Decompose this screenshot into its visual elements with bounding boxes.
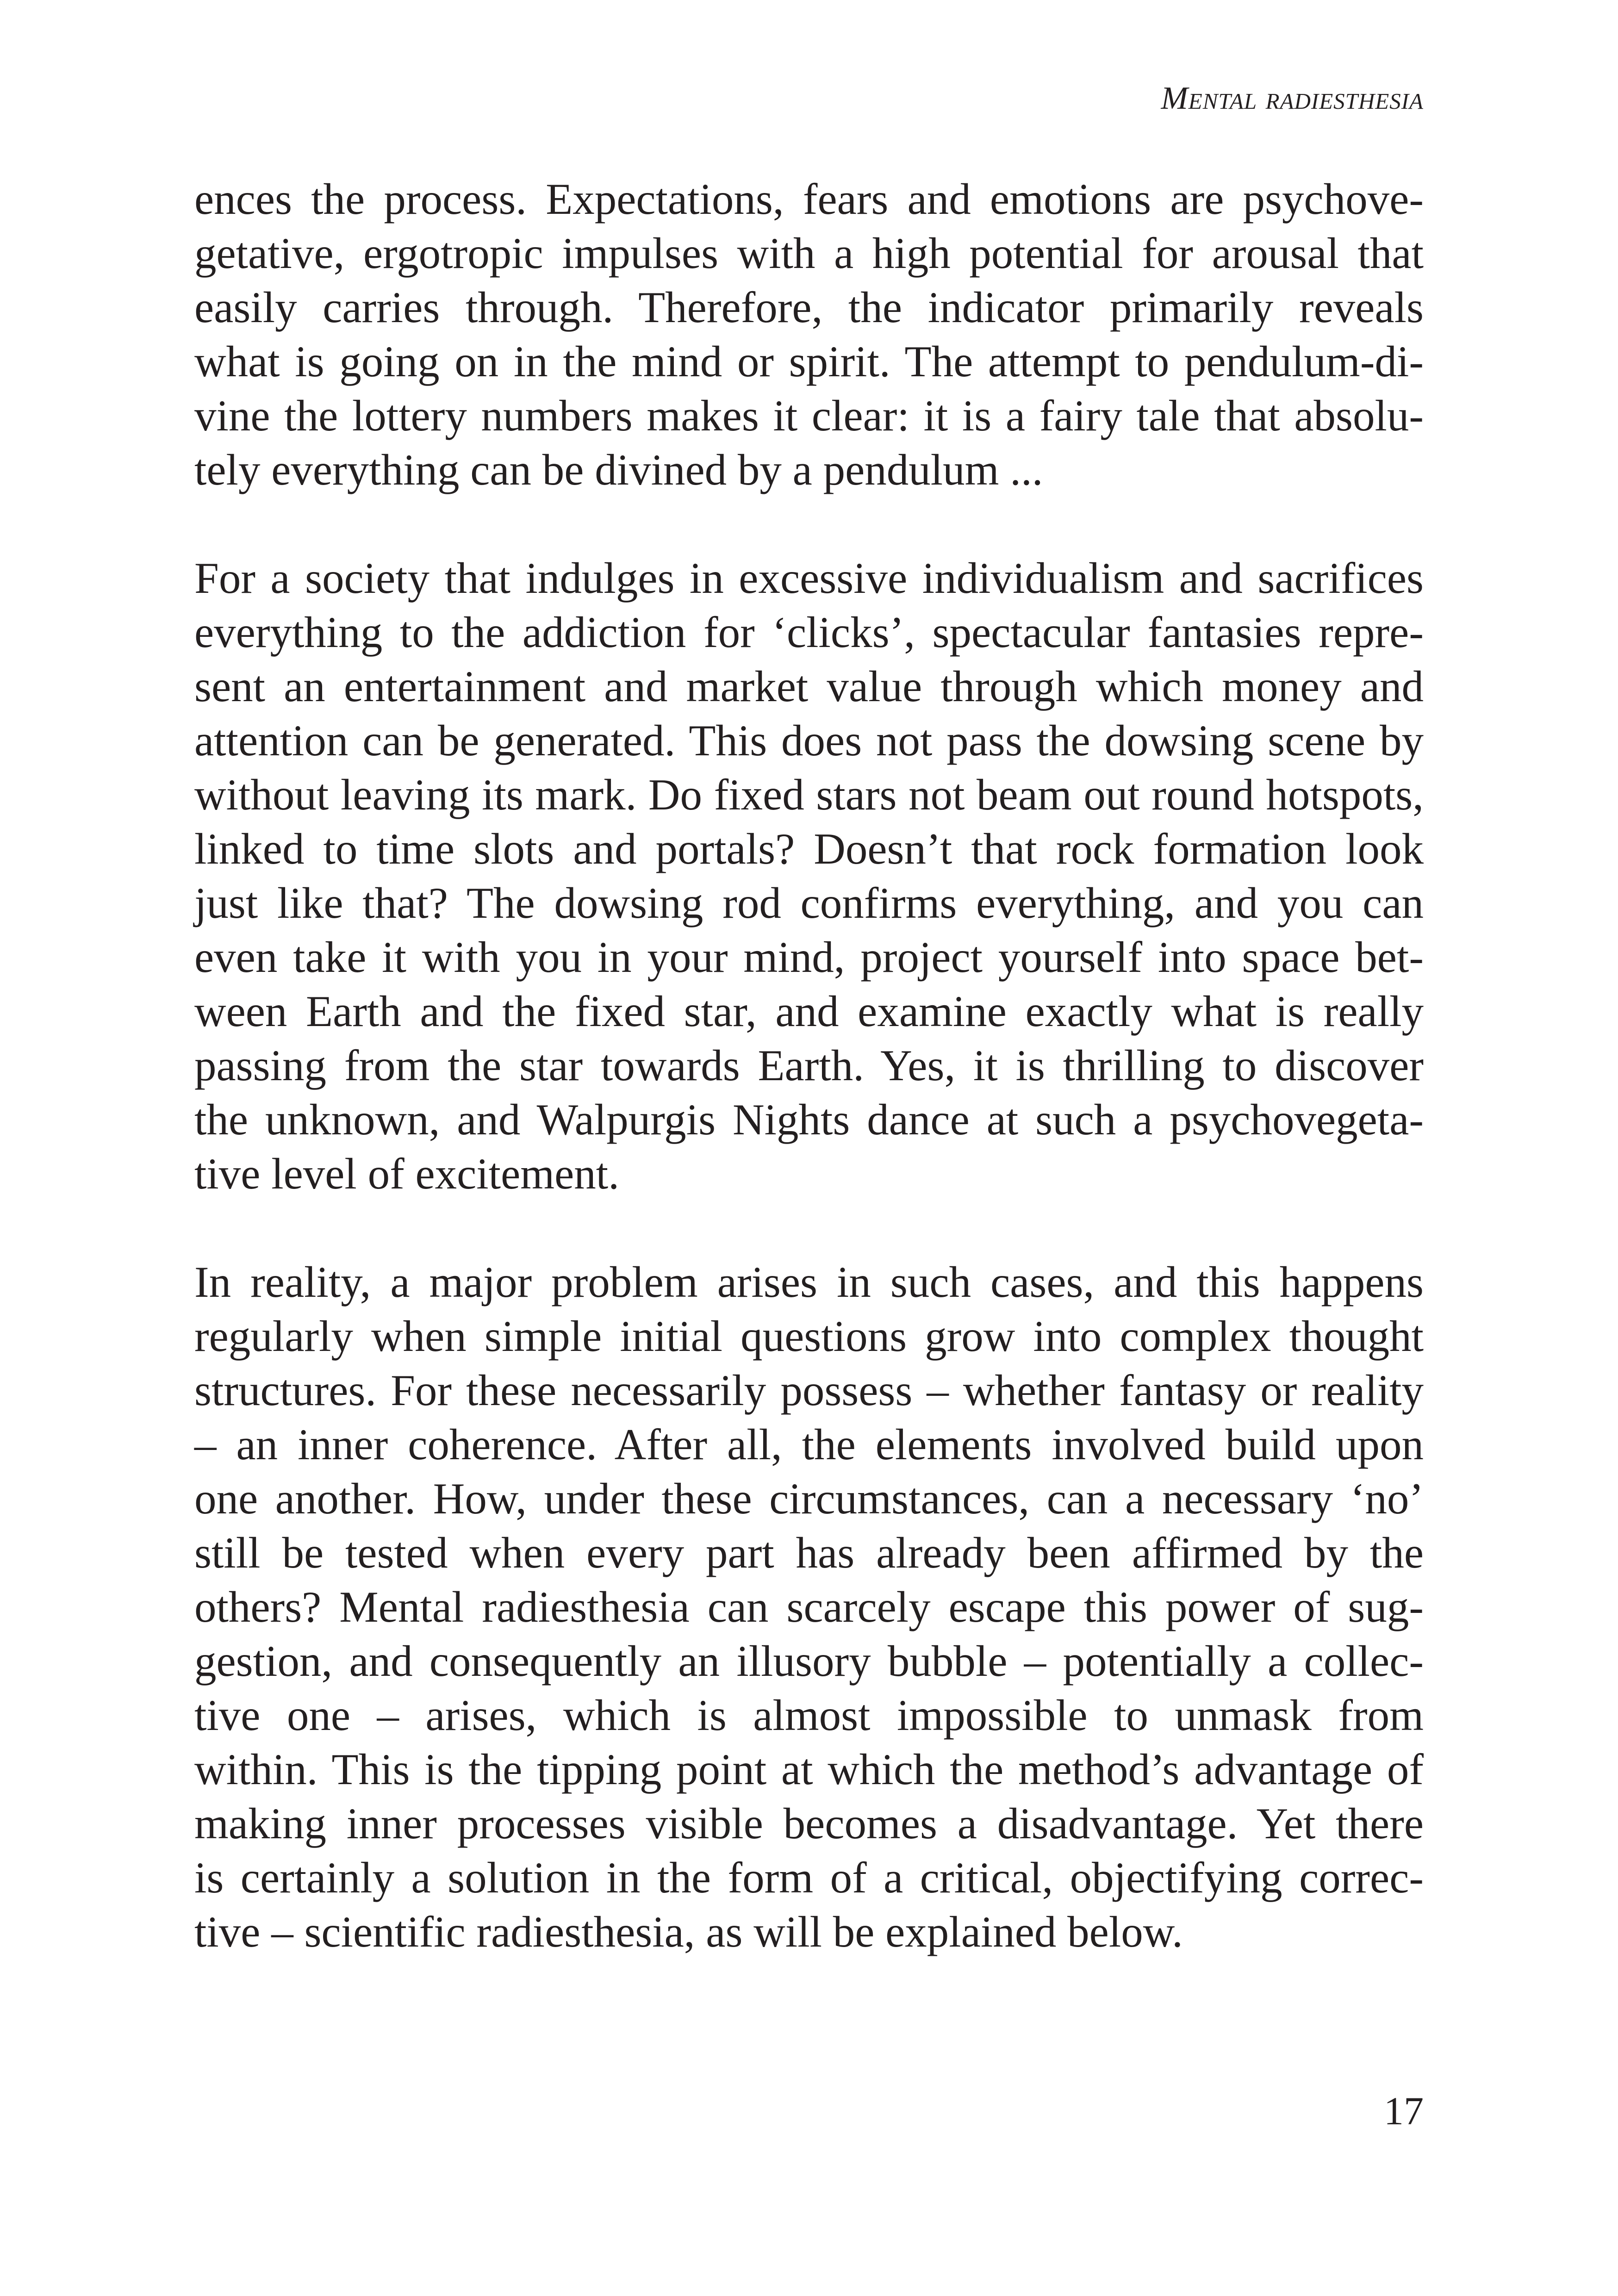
text-line: what is going on in the mind or spirit. The attempt to pendulum-di- — [194, 337, 1424, 386]
text-line: within. This is the tipping point at which the method’s advantage of — [194, 1745, 1424, 1794]
text-line: even take it with you in your mind, project yourself into space bet- — [194, 933, 1424, 982]
paragraph-1 — [194, 172, 1424, 497]
running-header-title: Mental radiesthesia — [1161, 81, 1424, 116]
text-line: gestion, and consequently an illusory bubble – potentially a collec- — [194, 1636, 1424, 1686]
text-line: is certainly a solution in the form of a critical, objectifying correc- — [194, 1853, 1424, 1902]
text-line: tive one – arises, which is almost impossible to unmask from — [194, 1691, 1424, 1740]
text-line: ences the process. Expectations, fears and emotions are psychove- — [194, 174, 1424, 224]
text-line: passing from the star towards Earth. Yes, it is thrilling to discover — [194, 1041, 1424, 1090]
text-line: one another. How, under these circumstances, can a necessary ‘no’ — [194, 1474, 1424, 1523]
text-line: everything to the addiction for ‘clicks’, spectacular fantasies repre- — [194, 608, 1424, 657]
text-line: – an inner coherence. After all, the elements involved build upon — [194, 1420, 1424, 1469]
text-line: In reality, a major problem arises in such cases, and this happens — [194, 1257, 1424, 1307]
text-line: structures. For these necessarily possess – whether fantasy or reality — [194, 1366, 1424, 1415]
page-number: 17 — [1384, 2089, 1424, 2133]
text-line: vine the lottery numbers makes it clear: it is a fairy tale that absolu- — [194, 391, 1424, 440]
text-line: others? Mental radiesthesia can scarcely escape this power of sug- — [194, 1582, 1424, 1631]
text-line: For a society that indulges in excessive individualism and sacrifices — [194, 554, 1424, 603]
paragraph-2 — [194, 551, 1424, 1201]
text-line: attention can be generated. This does not pass the dowsing scene by — [194, 716, 1424, 765]
text-line: the unknown, and Walpurgis Nights dance at such a psychovegeta- — [194, 1095, 1424, 1144]
text-line: sent an entertainment and market value through which money and — [194, 662, 1424, 711]
text-line: without leaving its mark. Do fixed stars not beam out round hotspots, — [194, 770, 1424, 819]
text-line: tive – scientific radiesthesia, as will be explained below. — [194, 1907, 1183, 1956]
paragraph-3 — [194, 1255, 1424, 1959]
text-line: regularly when simple initial questions grow into complex thought — [194, 1312, 1424, 1361]
text-line: getative, ergotropic impulses with a high potential for arousal that — [194, 229, 1424, 278]
text-line: tely everything can be divined by a pendulum ... — [194, 445, 1043, 494]
text-line: tive level of excitement. — [194, 1149, 619, 1198]
running-header — [1161, 82, 1424, 115]
body-text — [194, 172, 1424, 2013]
text-line: just like that? The dowsing rod confirms everything, and you can — [194, 878, 1424, 927]
text-line: making inner processes visible becomes a disadvantage. Yet there — [194, 1799, 1424, 1848]
text-line: linked to time slots and portals? Doesn’t that rock formation look — [194, 824, 1424, 873]
text-line: ween Earth and the fixed star, and examine exactly what is really — [194, 987, 1424, 1036]
text-line: easily carries through. Therefore, the indicator primarily reveals — [194, 283, 1424, 332]
text-line: still be tested when every part has already been affirmed by the — [194, 1528, 1424, 1577]
